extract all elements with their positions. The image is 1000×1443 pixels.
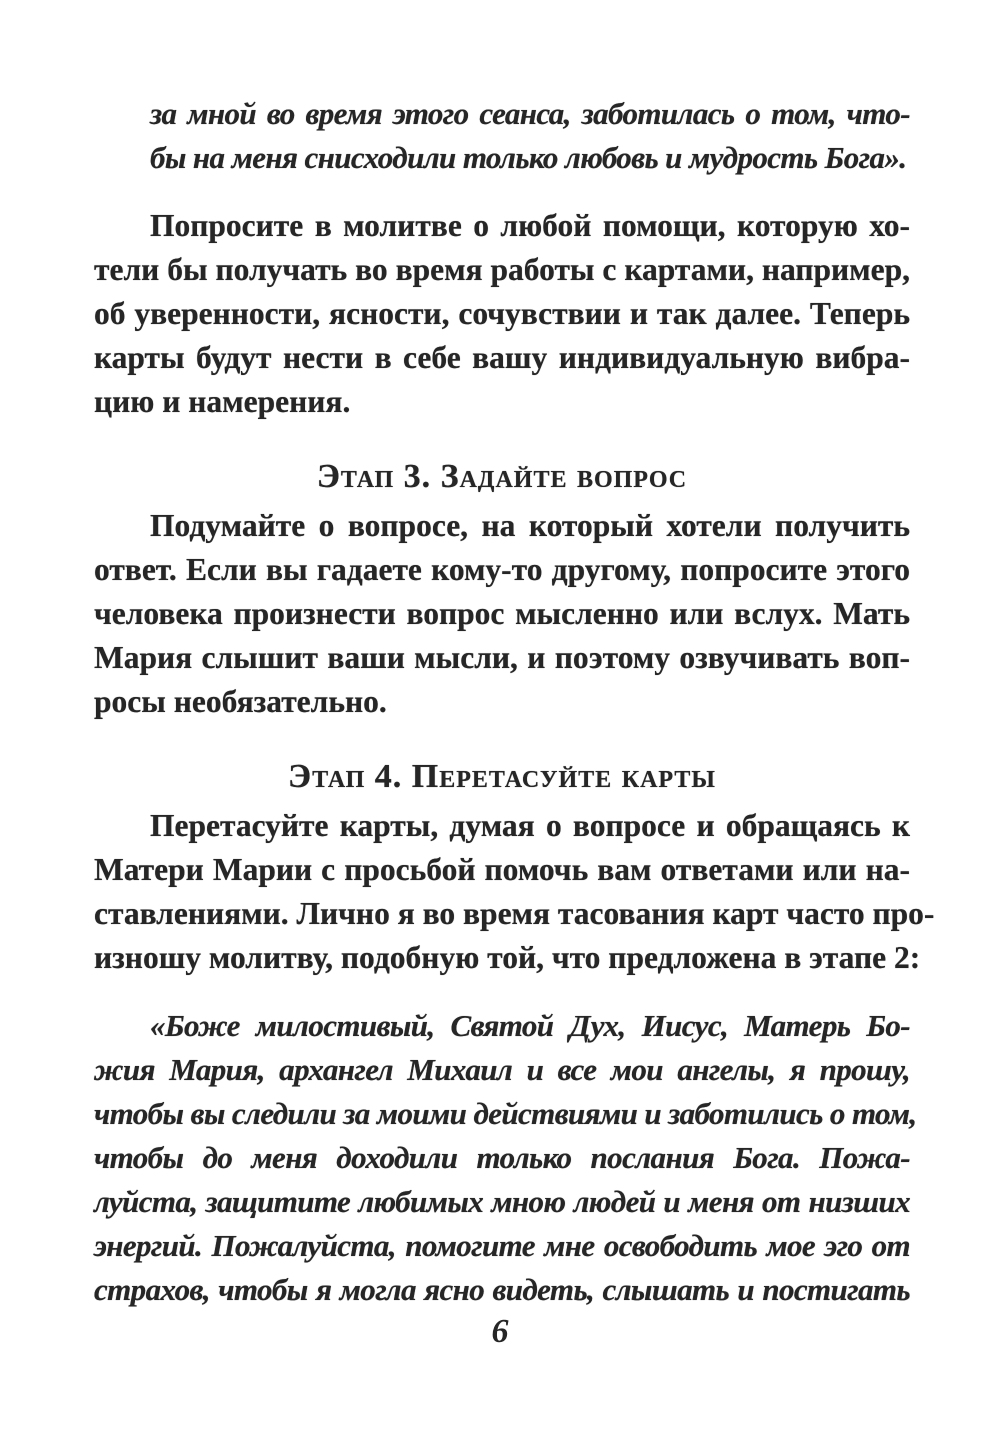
- quote-line: бы на меня снисходили только любовь и мудрость Бога».: [150, 140, 907, 175]
- text-line: Матери Марии с просьбой помочь вам ответами или на-: [94, 852, 910, 887]
- text-line: об уверенности, ясности, сочувствии и так далее. Теперь: [94, 296, 910, 331]
- paragraph-prayer-help: [94, 204, 910, 424]
- text-line: росы необязательно.: [94, 684, 387, 719]
- paragraph-ask-question: [94, 504, 910, 724]
- heading-stage-3: Этап 3. Задайте вопрос: [316, 458, 688, 495]
- text-line: цию и намерения.: [94, 384, 351, 419]
- text-line: тели бы получать во время работы с картами, например,: [94, 252, 910, 287]
- prayer-line: чтобы до меня доходили только послания Бога. Пожа-: [94, 1140, 910, 1175]
- text-line: изношу молитву, подобную той, что предложена в этапе 2:: [94, 940, 921, 975]
- prayer-line: «Боже милостивый, Святой Дух, Иисус, Матерь Бо-: [150, 1008, 910, 1043]
- prayer-line: жия Мария, архангел Михаил и все мои ангелы, я прошу,: [94, 1052, 910, 1087]
- text-line: Мария слышит ваши мысли, и поэтому озвучивать воп-: [94, 640, 910, 675]
- text-line: ставлениями. Лично я во время тасования карт часто про-: [94, 896, 935, 931]
- heading-stage-4: Этап 4. Перетасуйте карты: [288, 758, 716, 795]
- text-line: Попросите в молитве о любой помощи, которую хо-: [150, 208, 910, 243]
- text-line: ответ. Если вы гадаете кому-то другому, попросите этого: [94, 552, 910, 587]
- paragraph-shuffle: [94, 804, 935, 980]
- text-line: человека произнести вопрос мысленно или вслух. Мать: [94, 596, 910, 631]
- text-line: Подумайте о вопросе, на который хотели получить: [150, 508, 910, 543]
- prayer-line: энергий. Пожалуйста, помогите мне освободить мое эго от: [94, 1228, 910, 1263]
- prayer-line: луйста, защитите любимых мною людей и меня от низших: [94, 1184, 910, 1219]
- text-line: карты будут нести в себе вашу индивидуальную вибра-: [94, 340, 910, 375]
- text-line: Перетасуйте карты, думая о вопросе и обращаясь к: [150, 808, 910, 843]
- prayer-line: чтобы вы следили за моими действиями и заботились о том,: [94, 1096, 917, 1131]
- quote-line: за мной во время этого сеанса, заботилась о том, что-: [150, 96, 910, 131]
- page-body: [94, 92, 935, 1312]
- page-number: 6: [491, 1313, 509, 1350]
- opening-quote: [94, 92, 910, 180]
- prayer-line: страхов, чтобы я могла ясно видеть, слышать и постигать: [94, 1272, 910, 1307]
- prayer-quote: [94, 1004, 917, 1312]
